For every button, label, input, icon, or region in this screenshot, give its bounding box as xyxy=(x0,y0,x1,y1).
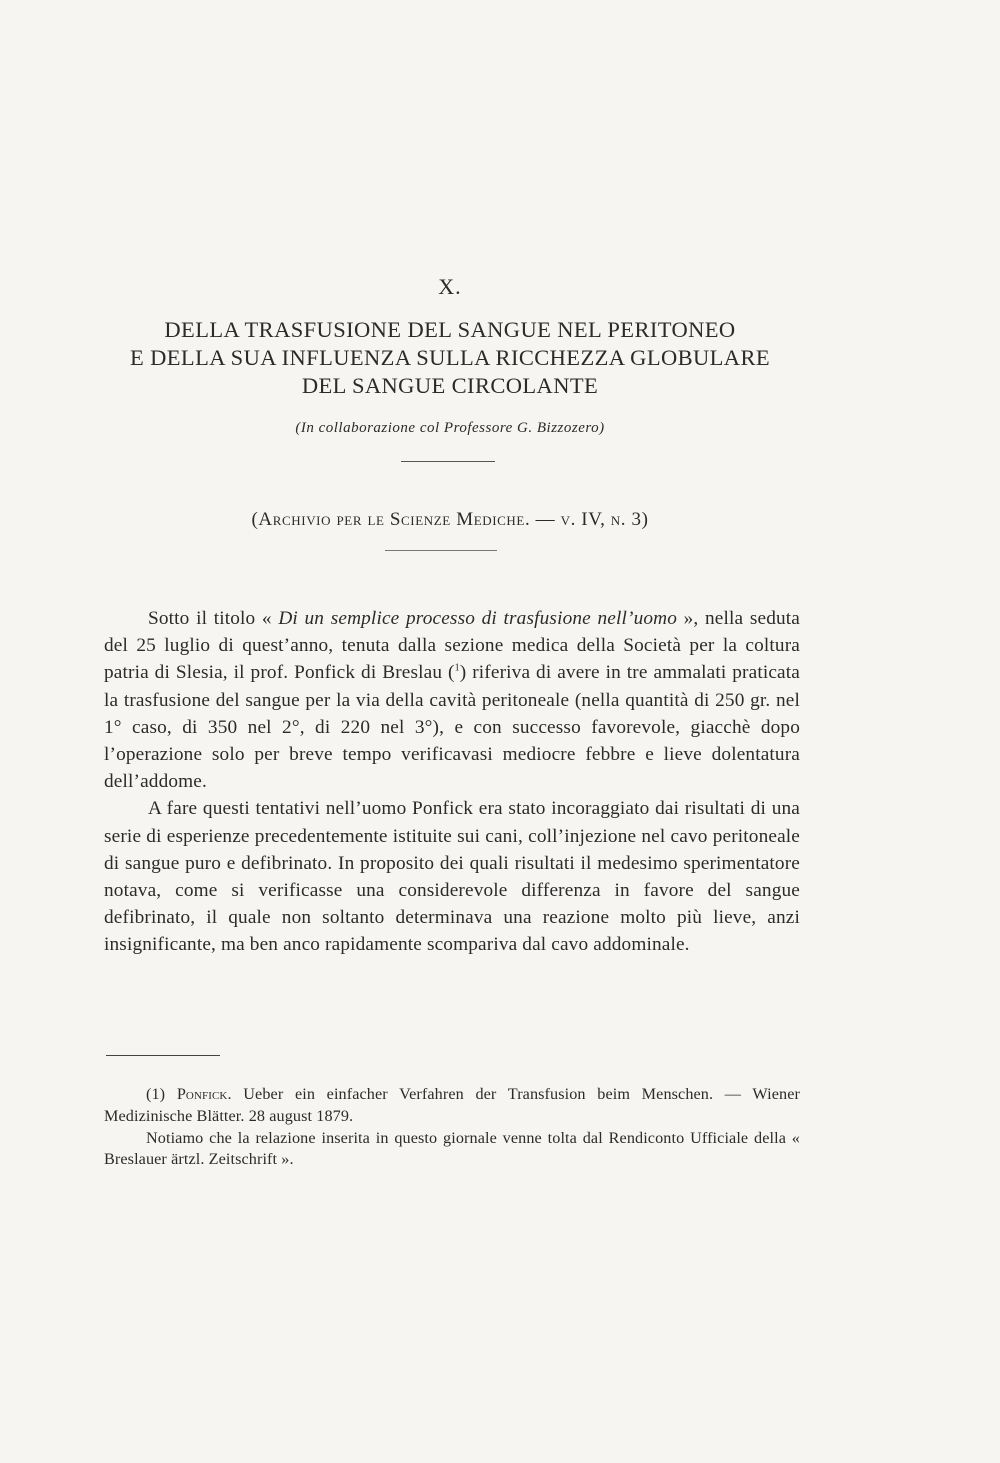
footnotes xyxy=(104,1084,800,1171)
footnote-rule xyxy=(106,1055,220,1056)
footnote-ref: 1 xyxy=(454,662,460,674)
title-line-2: E DELLA SUA INFLUENZA SULLA RICCHEZZA GLOBULARE xyxy=(129,345,771,370)
title-line-3: DEL SANGUE CIRCOLANTE xyxy=(301,373,599,398)
p1-lead: Sotto il titolo « xyxy=(148,608,279,629)
p1-rest: ) riferiva di avere in tre ammalati praticata la trasfusione del sangue per la via della cavità peritoneale (nella quantità di 250 gr. nel 1° caso, di 350 nel 2°, di 220 nel 3°), e con successo favorevole, giacchè dopo l’operazione solo per breve tempo verificavasi mediocre febbre e lieve dolentatura dell’addome. xyxy=(104,662,800,793)
footnote-1-author: Ponfick xyxy=(176,1085,228,1103)
divider-rule-top xyxy=(401,461,495,462)
title-line-1: DELLA TRASFUSIONE DEL SANGUE NEL PERITONEO xyxy=(164,317,736,342)
source-citation: (Archivio per le Scienze Mediche. — v. IV, n. 3) xyxy=(251,509,649,530)
paragraph-2: A fare questi tentativi nell’uomo Ponfick era stato incoraggiato dai risultati di una serie di esperienze precedentemente istituite sui cani, coll’injezione nel cavo peritoneale di sangue puro e defibrinato. In proposito dei quali risultati il medesimo sperimentatore notava, come si verificasse una considerevole differenza in favore del sangue defibrinato, il quale non soltanto determinava una reazione molto più lieve, anzi insignificante, ma ben anco rapidamente scompariva dal cavo addominale. xyxy=(104,798,800,956)
footnote-1-text: . Ueber ein einfacher Verfahren der Transfusion beim Menschen. — Wiener Medizinische Blätter. 28 august 1879. xyxy=(104,1085,800,1125)
p1-italic-title: Di un semplice processo di trasfusione nell’uomo xyxy=(278,608,678,629)
collaboration-note: (In collaborazione col Professore G. Bizzozero) xyxy=(295,420,605,436)
footnote-1-marker: (1) xyxy=(146,1085,166,1103)
footnote-1 xyxy=(104,1084,800,1128)
paragraph-1 xyxy=(104,605,800,795)
p1-after-title: », nella seduta del 25 luglio di quest’anno, tenuta dalla sezione medica della Società per la coltura patria di Slesia, il prof. Ponfick di Breslau ( xyxy=(104,608,800,684)
footnote-2: Notiamo che la relazione inserita in questo giornale venne tolta dal Rendiconto Ufficiale della « Breslauer ärtzl. Zeitschrift ». xyxy=(104,1128,800,1169)
article-title xyxy=(0,316,900,400)
divider-rule-bottom xyxy=(385,550,497,551)
body-text xyxy=(104,605,800,959)
chapter-number: X. xyxy=(438,274,462,299)
